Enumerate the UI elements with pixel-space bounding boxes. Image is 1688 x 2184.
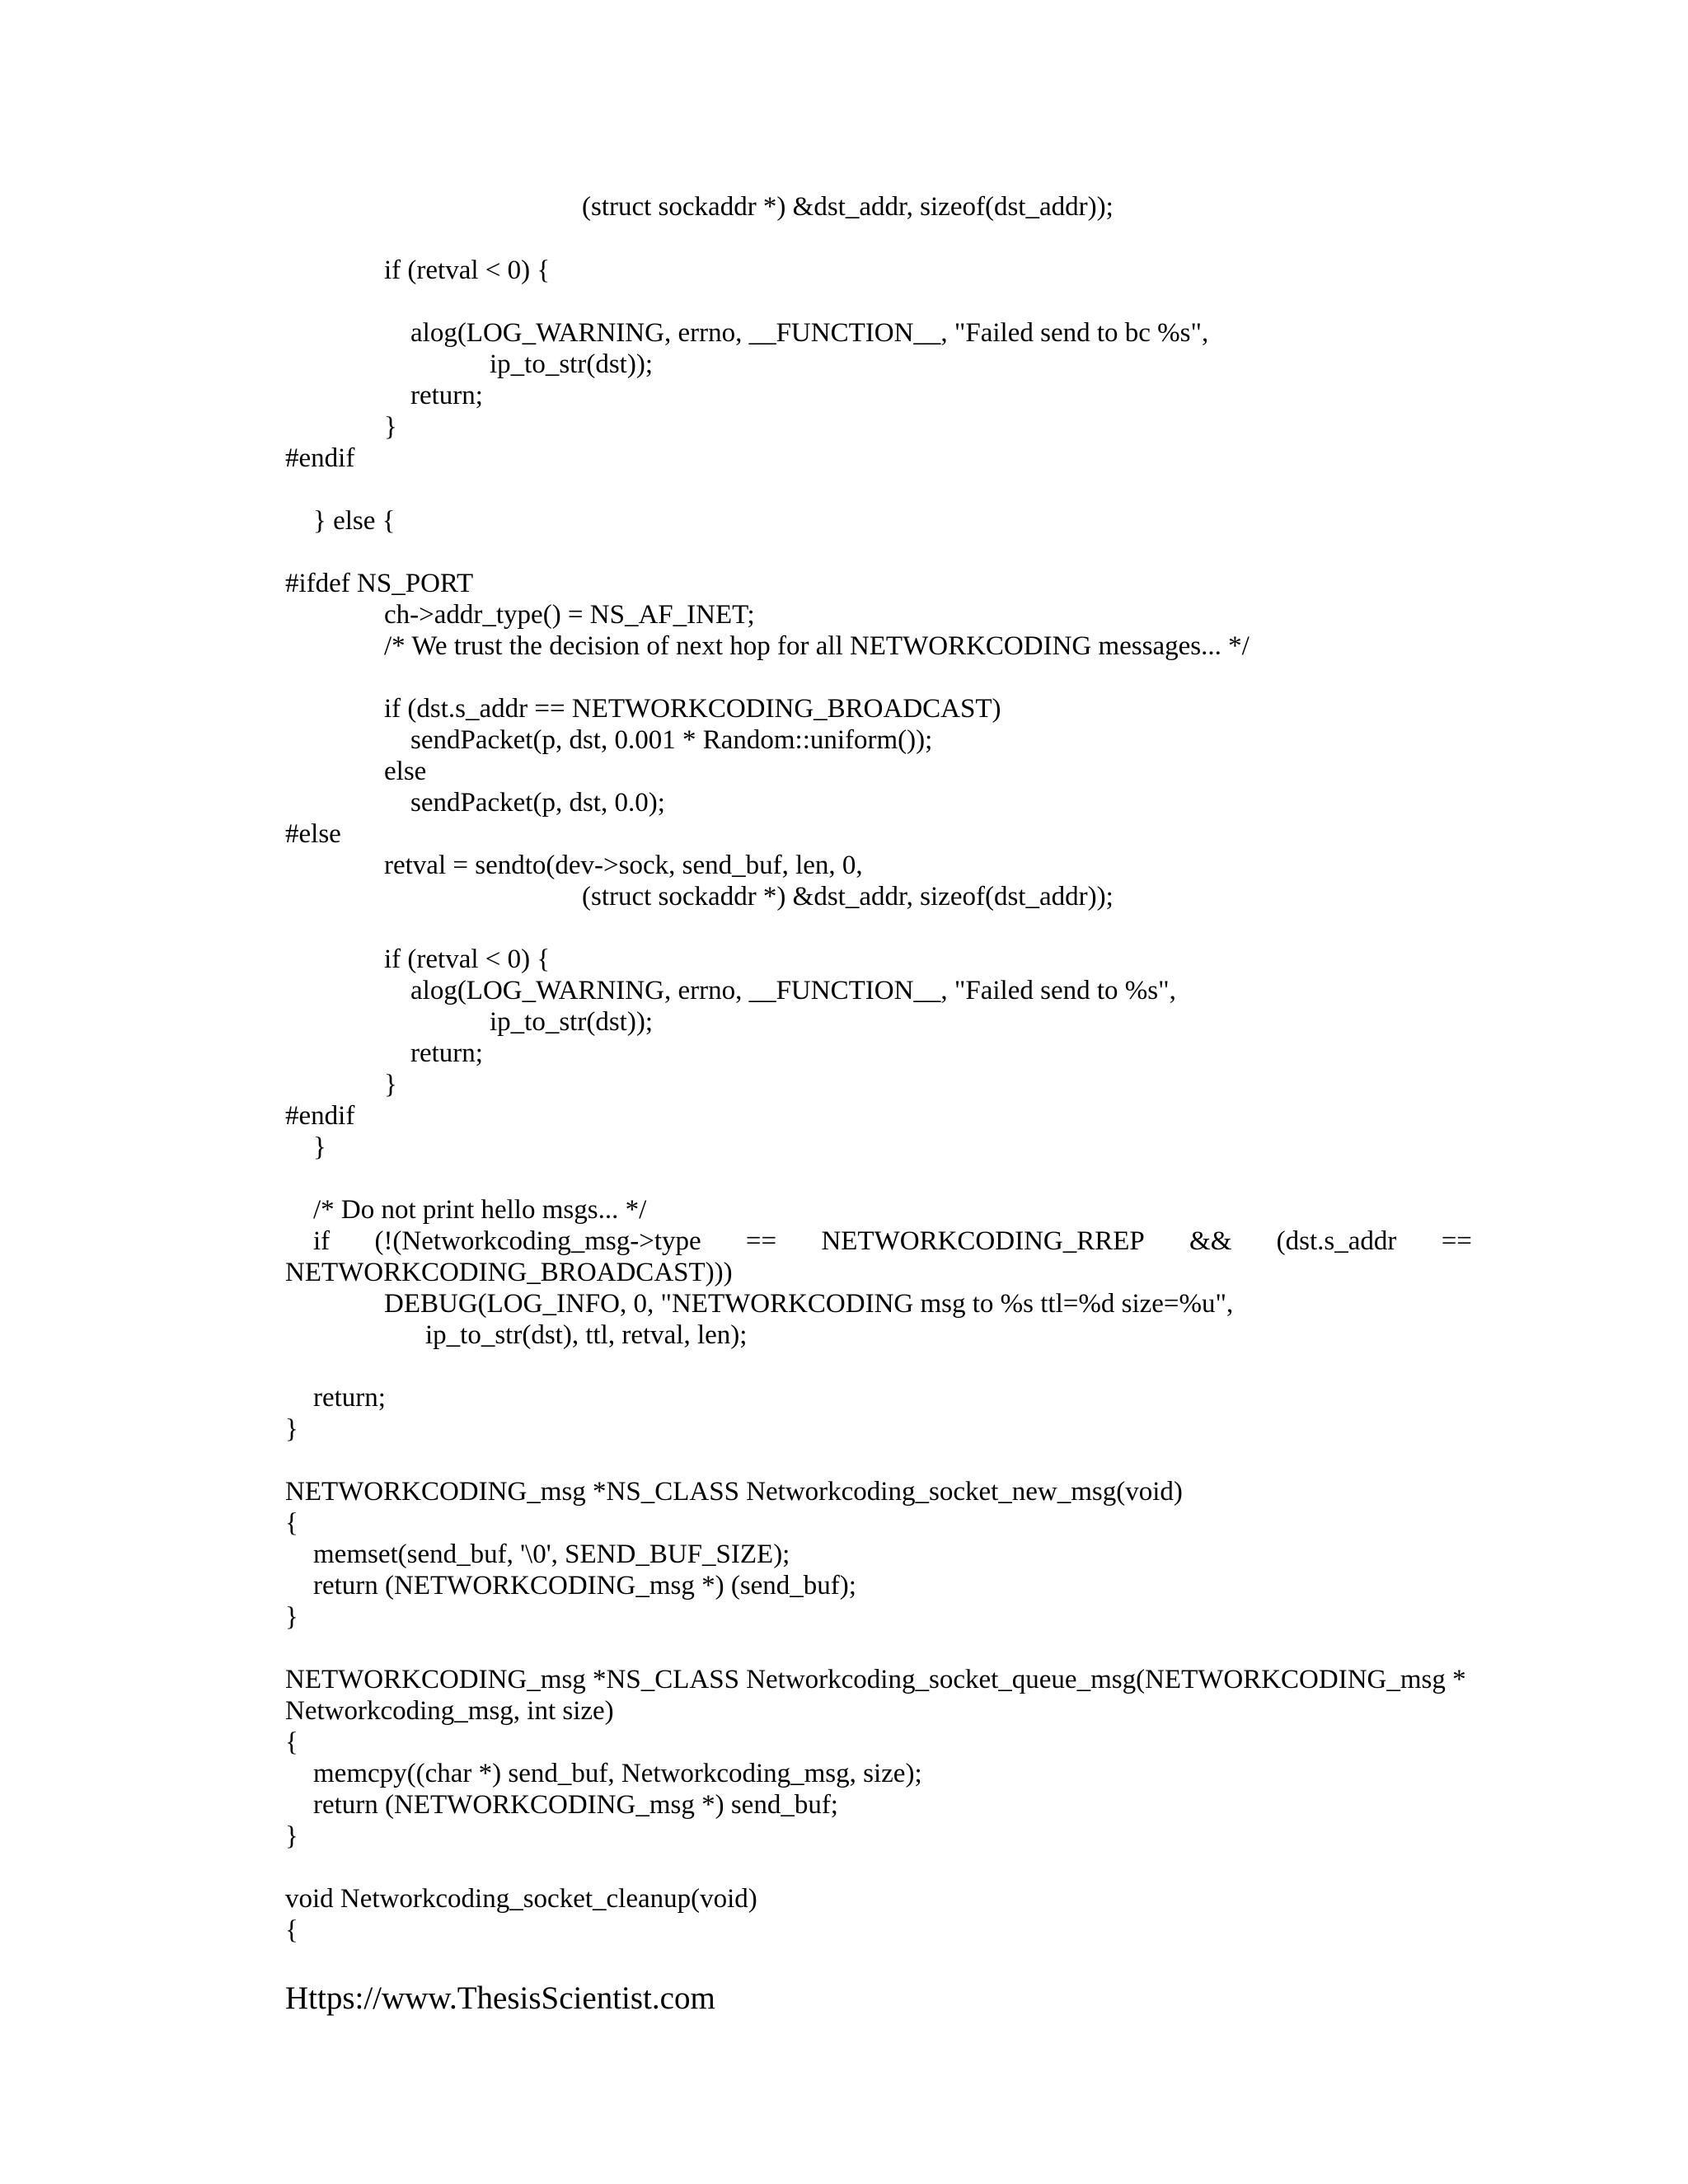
code-line: else <box>384 757 427 786</box>
code-token: == <box>1441 1226 1472 1256</box>
code-line: void Networkcoding_socket_cleanup(void) <box>285 1884 757 1914</box>
code-line: if (dst.s_addr == NETWORKCODING_BROADCAST) <box>384 694 1001 724</box>
code-line: } <box>384 412 397 442</box>
code-line: alog(LOG_WARNING, errno, __FUNCTION__, "Failed send to bc %s", <box>410 318 1209 348</box>
code-line: sendPacket(p, dst, 0.001 * Random::uniform()); <box>410 725 933 755</box>
code-line: sendPacket(p, dst, 0.0); <box>410 788 665 818</box>
code-line: #else <box>285 819 341 849</box>
code-line: #ifdef NS_PORT <box>285 569 474 598</box>
footer-url: Https://www.ThesisScientist.com <box>285 1980 715 2016</box>
code-line-justified <box>285 1226 1472 1257</box>
code-line: (struct sockaddr *) &dst_addr, sizeof(dst_addr)); <box>582 192 1114 222</box>
code-token: (dst.s_addr <box>1276 1226 1397 1256</box>
code-line: if (retval < 0) { <box>384 944 551 974</box>
code-line: return (NETWORKCODING_msg *) send_buf; <box>313 1790 838 1820</box>
code-line: return (NETWORKCODING_msg *) (send_buf); <box>313 1571 856 1601</box>
code-line: ip_to_str(dst)); <box>490 349 653 379</box>
code-line: retval = sendto(dev->sock, send_buf, len, 0, <box>384 851 863 880</box>
code-token: NETWORKCODING_RREP <box>821 1226 1145 1256</box>
code-line: } <box>285 1602 298 1632</box>
code-comment: /* We trust the decision of next hop for all NETWORKCODING messages... */ <box>384 631 1250 661</box>
code-line: ip_to_str(dst)); <box>490 1007 653 1037</box>
code-line: return; <box>410 1038 483 1068</box>
code-line: return; <box>313 1383 386 1413</box>
code-line: DEBUG(LOG_INFO, 0, "NETWORKCODING msg to %s ttl=%d size=%u", <box>384 1289 1234 1319</box>
code-token: (!(Networkcoding_msg->type <box>374 1226 701 1256</box>
code-line: } <box>285 1821 298 1851</box>
code-line: { <box>285 1915 298 1945</box>
code-line: Networkcoding_msg, int size) <box>285 1696 614 1726</box>
code-token: && <box>1189 1226 1232 1256</box>
code-line: { <box>285 1727 298 1757</box>
code-line: memcpy((char *) send_buf, Networkcoding_msg, size); <box>313 1759 922 1788</box>
code-line: (struct sockaddr *) &dst_addr, sizeof(dst_addr)); <box>582 882 1114 912</box>
code-line: if (retval < 0) { <box>384 255 551 285</box>
code-line: { <box>285 1508 298 1538</box>
code-line: } <box>285 1414 298 1444</box>
code-line: ip_to_str(dst), ttl, retval, len); <box>425 1320 748 1350</box>
code-line: NETWORKCODING_msg *NS_CLASS Networkcoding_socket_queue_msg(NETWORKCODING_msg * <box>285 1665 1466 1694</box>
code-line: NETWORKCODING_msg *NS_CLASS Networkcoding_socket_new_msg(void) <box>285 1477 1183 1507</box>
code-token: == <box>745 1226 777 1256</box>
code-line: alog(LOG_WARNING, errno, __FUNCTION__, "Failed send to %s", <box>410 976 1176 1005</box>
code-line: #endif <box>285 443 355 473</box>
code-line: } <box>384 1070 397 1099</box>
code-line: NETWORKCODING_BROADCAST))) <box>285 1258 733 1287</box>
code-token: if <box>313 1226 331 1256</box>
code-comment: /* Do not print hello msgs... */ <box>313 1195 647 1225</box>
code-line: } <box>313 1132 326 1162</box>
code-line: ch->addr_type() = NS_AF_INET; <box>384 600 755 630</box>
code-line: memset(send_buf, '\0', SEND_BUF_SIZE); <box>313 1540 790 1569</box>
code-line: } else { <box>313 506 396 536</box>
code-line: return; <box>410 381 483 410</box>
code-line: #endif <box>285 1101 355 1131</box>
